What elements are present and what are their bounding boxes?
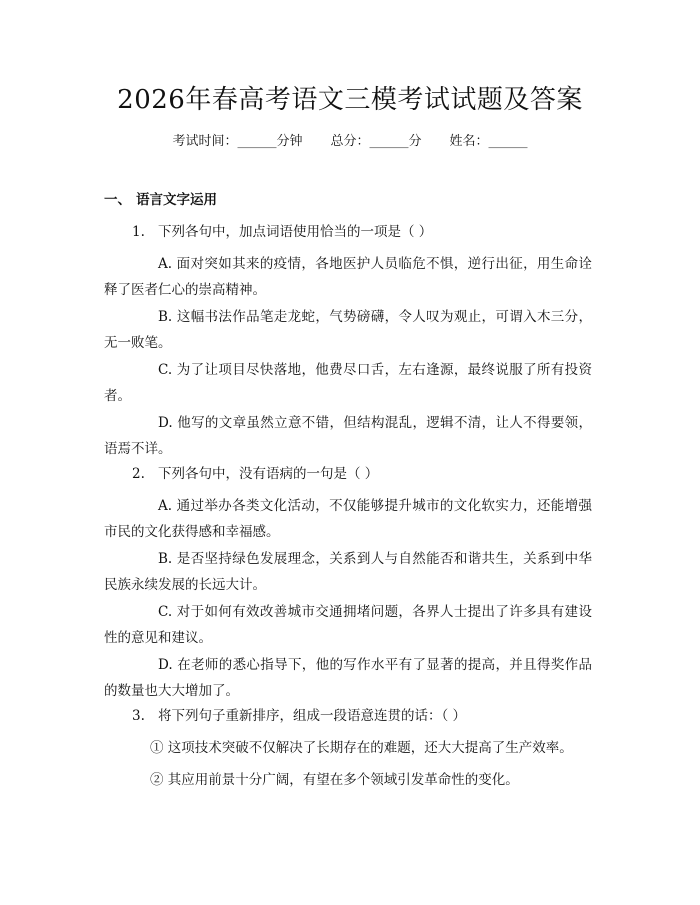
total-score-label: 总分：______分	[330, 134, 422, 149]
question-text: 将下列句子重新排序，组成一段语意连贯的话：（ ）	[158, 708, 467, 724]
question-stem	[132, 222, 432, 242]
name-label: 姓名：______	[449, 134, 528, 149]
section-number: 一、	[104, 192, 131, 208]
question-text: 下列各句中，没有语病的一句是（ ）	[158, 466, 379, 482]
page-title: 2026年春高考语文三模考试试题及答案	[117, 85, 583, 115]
option-b: B. 是否坚持绿色发展理念，关系到人与自然能否和谐共生，关系到中华民族永续发展的长远大计。	[104, 551, 592, 593]
section-heading	[104, 190, 217, 210]
question-stem	[132, 464, 378, 484]
option-b: B. 这幅书法作品笔走龙蛇，气势磅礴，令人叹为观止，可谓入木三分，无一败笔。	[104, 309, 592, 351]
sentence-item: ② 其应用前景十分广阔，有望在多个领域引发革命性的变化。	[150, 772, 519, 788]
question-text: 下列各句中，加点词语使用恰当的一项是（ ）	[158, 224, 433, 240]
sentence-item: ① 这项技术突破不仅解决了长期存在的难题，还大大提高了生产效率。	[150, 740, 573, 756]
exam-info-line	[0, 132, 700, 152]
section-title: 语言文字运用	[136, 192, 217, 208]
option-d: D. 在老师的悉心指导下，他的写作水平有了显著的提高，并且得奖作品的数量也大大增加了。	[104, 657, 592, 699]
question-number: 1.	[132, 224, 145, 240]
option-a: A. 面对突如其来的疫情，各地医护人员临危不惧，逆行出征，用生命诠释了医者仁心的崇高精神。	[104, 256, 592, 298]
option-a: A. 通过举办各类文化活动，不仅能够提升城市的文化软实力，还能增强市民的文化获得感和幸福感。	[104, 498, 592, 540]
question-number: 3.	[132, 708, 145, 724]
option-d: D. 他写的文章虽然立意不错，但结构混乱，逻辑不清，让人不得要领，语焉不详。	[104, 415, 592, 457]
question-number: 2.	[132, 466, 145, 482]
option-c: C. 为了让项目尽快落地，他费尽口舌，左右逢源，最终说服了所有投资者。	[104, 362, 592, 404]
option-c: C. 对于如何有效改善城市交通拥堵问题，各界人士提出了许多具有建设性的意见和建议。	[104, 604, 592, 646]
question-stem	[132, 706, 466, 726]
exam-time-label: 考试时间：______分钟	[172, 134, 303, 149]
